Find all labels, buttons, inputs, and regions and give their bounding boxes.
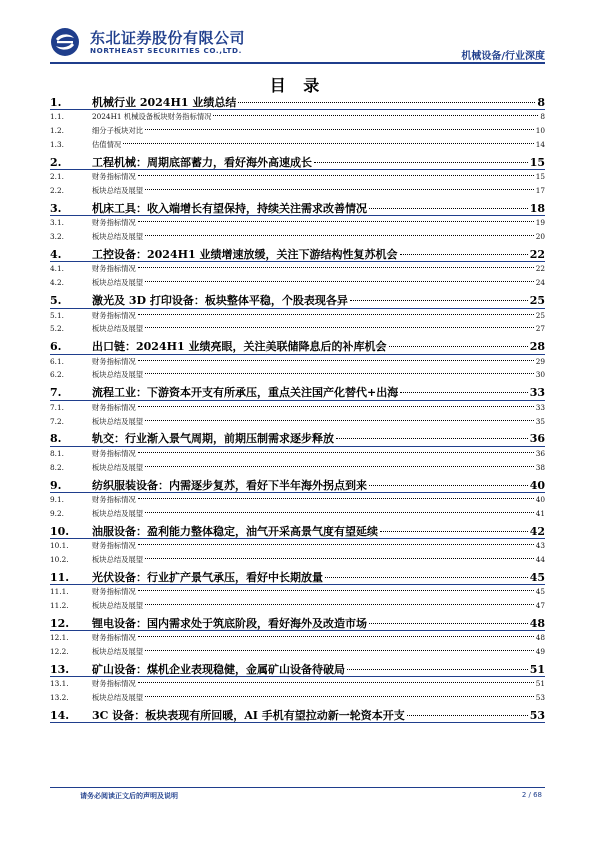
toc-entry-page: 41 — [535, 508, 545, 518]
company-name-en: NORTHEAST SECURITIES CO.,LTD. — [90, 46, 242, 55]
toc-dot-leader — [336, 438, 528, 439]
toc-section-entry[interactable] — [50, 262, 545, 276]
toc-dot-leader — [138, 267, 534, 268]
toc-entry-title: 光伏设备：行业扩产景气承压，看好中长期放量 — [92, 570, 323, 584]
toc-chapter-entry[interactable] — [50, 659, 545, 677]
toc-entry-page: 25 — [535, 310, 545, 320]
toc-dot-leader — [138, 590, 534, 591]
toc-dot-leader — [350, 300, 528, 301]
toc-entry-title: 板块总结及展望 — [92, 508, 144, 518]
toc-entry-page: 33 — [535, 402, 545, 412]
toc-entry-title: 板块总结及展望 — [92, 186, 144, 196]
toc-entry-page: 8 — [537, 96, 545, 109]
toc-section-entry[interactable] — [50, 138, 545, 152]
toc-entry-title: 板块总结及展望 — [92, 600, 144, 610]
toc-entry-title: 细分子板块对比 — [92, 126, 144, 136]
toc-entry-title: 工控设备：2024H1 业绩增速放缓，关注下游结构性复苏机会 — [92, 248, 398, 262]
toc-entry-title: 板块总结及展望 — [92, 278, 144, 288]
report-type-label: 机械设备/行业深度 — [461, 51, 545, 62]
toc-chapter-entry[interactable] — [50, 244, 545, 262]
toc-title: 目 录 — [269, 76, 326, 95]
toc-dot-leader — [138, 314, 534, 315]
toc-section-entry[interactable] — [50, 170, 545, 184]
toc-section-entry[interactable] — [50, 124, 545, 138]
toc-entry-number: 3. — [50, 202, 62, 216]
toc-dot-leader — [145, 696, 534, 697]
toc-dot-leader — [138, 406, 534, 407]
toc-dot-leader — [325, 577, 528, 578]
company-logo-icon — [50, 27, 80, 57]
toc-section-entry[interactable] — [50, 230, 545, 244]
toc-entry-title: 板块总结及展望 — [92, 693, 144, 703]
toc-entry-number: 6.1. — [50, 356, 64, 366]
toc-entry-title: 财务指标情况 — [92, 264, 136, 274]
toc-entry-title: 流程工业：下游资本开支有所承压，重点关注国产化替代+出海 — [92, 386, 399, 400]
toc-section-entry[interactable] — [50, 309, 545, 323]
toc-entry-number: 1. — [50, 96, 62, 109]
toc-entry-page: 20 — [535, 232, 545, 242]
toc-entry-title: 3C 设备：板块表现有所回暖，AI 手机有望拉动新一轮资本开支 — [92, 708, 405, 722]
toc-entry-number: 10.1. — [50, 540, 69, 550]
toc-entry-number: 7.2. — [50, 416, 64, 426]
toc-chapter-entry[interactable] — [50, 198, 545, 216]
toc-entry-title: 财务指标情况 — [92, 633, 136, 643]
toc-entry-number: 4. — [50, 248, 62, 262]
toc-entry-page: 30 — [535, 370, 545, 380]
toc-entry-number: 3.2. — [50, 232, 64, 242]
toc-section-entry[interactable] — [50, 677, 545, 691]
toc-dot-leader — [369, 208, 528, 209]
toc-entry-title: 板块总结及展望 — [92, 646, 144, 656]
toc-dot-leader — [369, 485, 528, 486]
toc-entry-page: 22 — [535, 264, 545, 274]
toc-section-entry[interactable] — [50, 368, 545, 382]
toc-entry-page: 18 — [529, 202, 545, 216]
toc-entry-page: 15 — [535, 172, 545, 182]
toc-chapter-entry[interactable] — [50, 336, 545, 354]
toc-section-entry[interactable] — [50, 447, 545, 461]
toc-entry-page: 14 — [535, 140, 545, 150]
toc-entry-page: 47 — [535, 600, 545, 610]
toc-entry-page: 25 — [529, 294, 545, 308]
toc-entry-page: 24 — [535, 278, 545, 288]
toc-entry-title: 油服设备：盈利能力整体稳定，油气开采高景气度有望延续 — [92, 524, 378, 538]
toc-entry-number: 2.1. — [50, 172, 64, 182]
toc-entry-number: 13. — [50, 662, 70, 676]
toc-section-entry[interactable] — [50, 322, 545, 336]
toc-entry-title: 板块总结及展望 — [92, 416, 144, 426]
toc-dot-leader — [138, 544, 534, 545]
toc-entry-page: 10 — [535, 126, 545, 136]
toc-dot-leader — [400, 254, 528, 255]
toc-entry-number: 1.2. — [50, 126, 64, 136]
toc-entry-title: 估值情况 — [92, 140, 122, 150]
toc-section-entry[interactable] — [50, 355, 545, 369]
toc-entry-title: 机械行业 2024H1 业绩总结 — [92, 96, 237, 109]
toc-chapter-entry[interactable] — [50, 428, 545, 446]
toc-entry-number: 6.2. — [50, 370, 64, 380]
toc-entry-number: 7.1. — [50, 402, 64, 412]
toc-entry-number: 9.1. — [50, 494, 64, 504]
toc-dot-leader — [123, 143, 534, 144]
toc-chapter-entry[interactable] — [50, 705, 545, 723]
company-name-cn: 东北证券股份有限公司 — [90, 29, 246, 47]
toc-entry-title: 财务指标情况 — [92, 679, 136, 689]
toc-entry-title: 机床工具：收入端增长有望保持，持续关注需求改善情况 — [92, 202, 367, 216]
toc-entry-page: 29 — [535, 356, 545, 366]
toc-entry-page: 43 — [535, 540, 545, 550]
toc-entry-title: 财务指标情况 — [92, 540, 136, 550]
toc-dot-leader — [400, 392, 527, 393]
toc-section-entry[interactable] — [50, 539, 545, 553]
toc-entry-page: 51 — [529, 662, 545, 676]
toc-entry-page: 22 — [529, 248, 545, 262]
toc-chapter-entry[interactable] — [50, 475, 545, 493]
toc-entry-number: 5.2. — [50, 324, 64, 334]
toc-entry-number: 4.2. — [50, 278, 64, 288]
toc-entry-title: 2024H1 机械设备板块财务指标情况 — [92, 112, 212, 122]
toc-dot-leader — [145, 189, 534, 190]
toc-entry-number: 11.2. — [50, 600, 69, 610]
toc-entry-number: 8. — [50, 432, 62, 446]
toc-entry-number: 13.2. — [50, 693, 69, 703]
toc-dot-leader — [369, 623, 528, 624]
toc-dot-leader — [145, 327, 534, 328]
toc-entry-title: 财务指标情况 — [92, 356, 136, 366]
toc-entry-number: 8.1. — [50, 448, 64, 458]
toc-entry-page: 36 — [535, 448, 545, 458]
toc-dot-leader — [145, 129, 534, 130]
toc-entry-page: 28 — [529, 340, 545, 354]
toc-section-entry[interactable] — [50, 216, 545, 230]
toc-entry-title: 纺织服装设备：内需逐步复苏，看好下半年海外拐点到来 — [92, 478, 367, 492]
toc-entry-number: 2.2. — [50, 186, 64, 196]
toc-entry-title: 矿山设备：煤机企业表现稳健，金属矿山设备待破局 — [92, 662, 345, 676]
toc-dot-leader — [145, 466, 534, 467]
toc-chapter-entry[interactable] — [50, 567, 545, 585]
toc-dot-leader — [145, 373, 534, 374]
toc-entry-page: 45 — [529, 570, 545, 584]
toc-section-entry[interactable] — [50, 493, 545, 507]
toc-entry-page: 27 — [535, 324, 545, 334]
toc-dot-leader — [238, 102, 535, 103]
toc-dot-leader — [213, 115, 538, 116]
toc-entry-title: 板块总结及展望 — [92, 462, 144, 472]
toc-entry-number: 3.1. — [50, 218, 64, 228]
toc-entry-page: 36 — [529, 432, 545, 446]
toc-entry-page: 40 — [529, 478, 545, 492]
toc-entry-title: 板块总结及展望 — [92, 232, 144, 242]
table-of-contents — [50, 92, 545, 723]
toc-entry-title: 出口链：2024H1 业绩亮眼，关注美联储降息后的补库机会 — [92, 340, 387, 354]
toc-section-entry[interactable] — [50, 691, 545, 705]
toc-entry-number: 2. — [50, 155, 62, 169]
toc-dot-leader — [138, 452, 534, 453]
toc-section-entry[interactable] — [50, 184, 545, 198]
toc-entry-number: 9. — [50, 478, 62, 492]
toc-section-entry[interactable] — [50, 276, 545, 290]
toc-dot-leader — [347, 669, 528, 670]
toc-entry-page: 40 — [535, 494, 545, 504]
toc-entry-title: 轨交：行业渐入景气周期，前期压制需求逐步释放 — [92, 432, 334, 446]
toc-entry-page: 19 — [535, 218, 545, 228]
toc-chapter-entry[interactable] — [50, 92, 545, 110]
toc-dot-leader — [138, 498, 534, 499]
footer-divider — [50, 787, 545, 788]
toc-dot-leader — [389, 346, 528, 347]
toc-entry-number: 12.1. — [50, 633, 69, 643]
toc-section-entry[interactable] — [50, 415, 545, 429]
toc-entry-number: 1.3. — [50, 140, 64, 150]
toc-dot-leader — [138, 636, 534, 637]
header-divider — [50, 62, 545, 64]
toc-entry-page: 45 — [535, 586, 545, 596]
toc-section-entry[interactable] — [50, 507, 545, 521]
toc-entry-title: 财务指标情况 — [92, 218, 136, 228]
toc-section-entry[interactable] — [50, 401, 545, 415]
toc-section-entry[interactable] — [50, 631, 545, 645]
toc-entry-page: 15 — [529, 155, 545, 169]
toc-entry-title: 财务指标情况 — [92, 586, 136, 596]
footer-disclaimer: 请务必阅读正文后的声明及说明 — [80, 792, 178, 800]
toc-entry-title: 板块总结及展望 — [92, 370, 144, 380]
toc-dot-leader — [380, 531, 528, 532]
toc-entry-page: 42 — [529, 524, 545, 538]
toc-dot-leader — [138, 360, 534, 361]
toc-dot-leader — [145, 604, 534, 605]
toc-entry-number: 11.1. — [50, 586, 69, 596]
toc-entry-page: 44 — [535, 554, 545, 564]
toc-entry-page: 49 — [535, 646, 545, 656]
toc-entry-title: 财务指标情况 — [92, 448, 136, 458]
toc-dot-leader — [145, 558, 534, 559]
toc-dot-leader — [138, 221, 534, 222]
toc-chapter-entry[interactable] — [50, 290, 545, 308]
toc-section-entry[interactable] — [50, 461, 545, 475]
toc-section-entry[interactable] — [50, 599, 545, 613]
toc-section-entry[interactable] — [50, 645, 545, 659]
toc-entry-number: 5.1. — [50, 310, 64, 320]
toc-entry-number: 6. — [50, 340, 62, 354]
toc-entry-page: 8 — [540, 112, 545, 122]
toc-entry-page: 48 — [529, 616, 545, 630]
toc-entry-number: 1.1. — [50, 112, 64, 122]
toc-section-entry[interactable] — [50, 553, 545, 567]
toc-entry-number: 11. — [50, 570, 70, 584]
toc-entry-number: 7. — [50, 386, 62, 400]
toc-entry-number: 10. — [50, 524, 70, 538]
toc-entry-title: 财务指标情况 — [92, 402, 136, 412]
toc-entry-title: 激光及 3D 打印设备：板块整体平稳，个股表现各异 — [92, 294, 348, 308]
toc-chapter-entry[interactable] — [50, 382, 545, 400]
toc-dot-leader — [145, 512, 534, 513]
toc-dot-leader — [138, 175, 534, 176]
toc-entry-page: 53 — [535, 693, 545, 703]
toc-dot-leader — [138, 682, 534, 683]
toc-entry-page: 33 — [529, 386, 545, 400]
toc-entry-title: 板块总结及展望 — [92, 324, 144, 334]
toc-entry-title: 锂电设备：国内需求处于筑底阶段，看好海外及改造市场 — [92, 616, 367, 630]
toc-entry-page: 48 — [535, 633, 545, 643]
toc-dot-leader — [145, 650, 534, 651]
toc-entry-number: 12. — [50, 616, 70, 630]
toc-dot-leader — [145, 235, 534, 236]
toc-entry-page: 38 — [535, 462, 545, 472]
toc-chapter-entry[interactable] — [50, 613, 545, 631]
page-header — [0, 0, 595, 68]
toc-section-entry[interactable] — [50, 585, 545, 599]
toc-entry-page: 17 — [535, 186, 545, 196]
toc-chapter-entry[interactable] — [50, 521, 545, 539]
toc-entry-number: 10.2. — [50, 554, 69, 564]
toc-entry-number: 12.2. — [50, 646, 69, 656]
toc-entry-title: 板块总结及展望 — [92, 554, 144, 564]
toc-dot-leader — [314, 162, 528, 163]
toc-entry-number: 9.2. — [50, 508, 64, 518]
toc-entry-number: 8.2. — [50, 462, 64, 472]
toc-dot-leader — [145, 420, 534, 421]
page-indicator: 2 / 68 — [521, 791, 542, 799]
toc-entry-title: 工程机械：周期底部蓄力，看好海外高速成长 — [92, 155, 312, 169]
toc-entry-number: 14. — [50, 708, 70, 722]
toc-entry-title: 财务指标情况 — [92, 310, 136, 320]
toc-entry-page: 51 — [535, 679, 545, 689]
toc-entry-title: 财务指标情况 — [92, 494, 136, 504]
toc-chapter-entry[interactable] — [50, 152, 545, 170]
toc-entry-page: 53 — [529, 708, 545, 722]
toc-entry-number: 5. — [50, 294, 62, 308]
toc-entry-number: 4.1. — [50, 264, 64, 274]
toc-dot-leader — [145, 281, 534, 282]
toc-section-entry[interactable] — [50, 110, 545, 124]
toc-entry-page: 35 — [535, 416, 545, 426]
toc-entry-number: 13.1. — [50, 679, 69, 689]
toc-entry-title: 财务指标情况 — [92, 172, 136, 182]
toc-dot-leader — [407, 715, 528, 716]
